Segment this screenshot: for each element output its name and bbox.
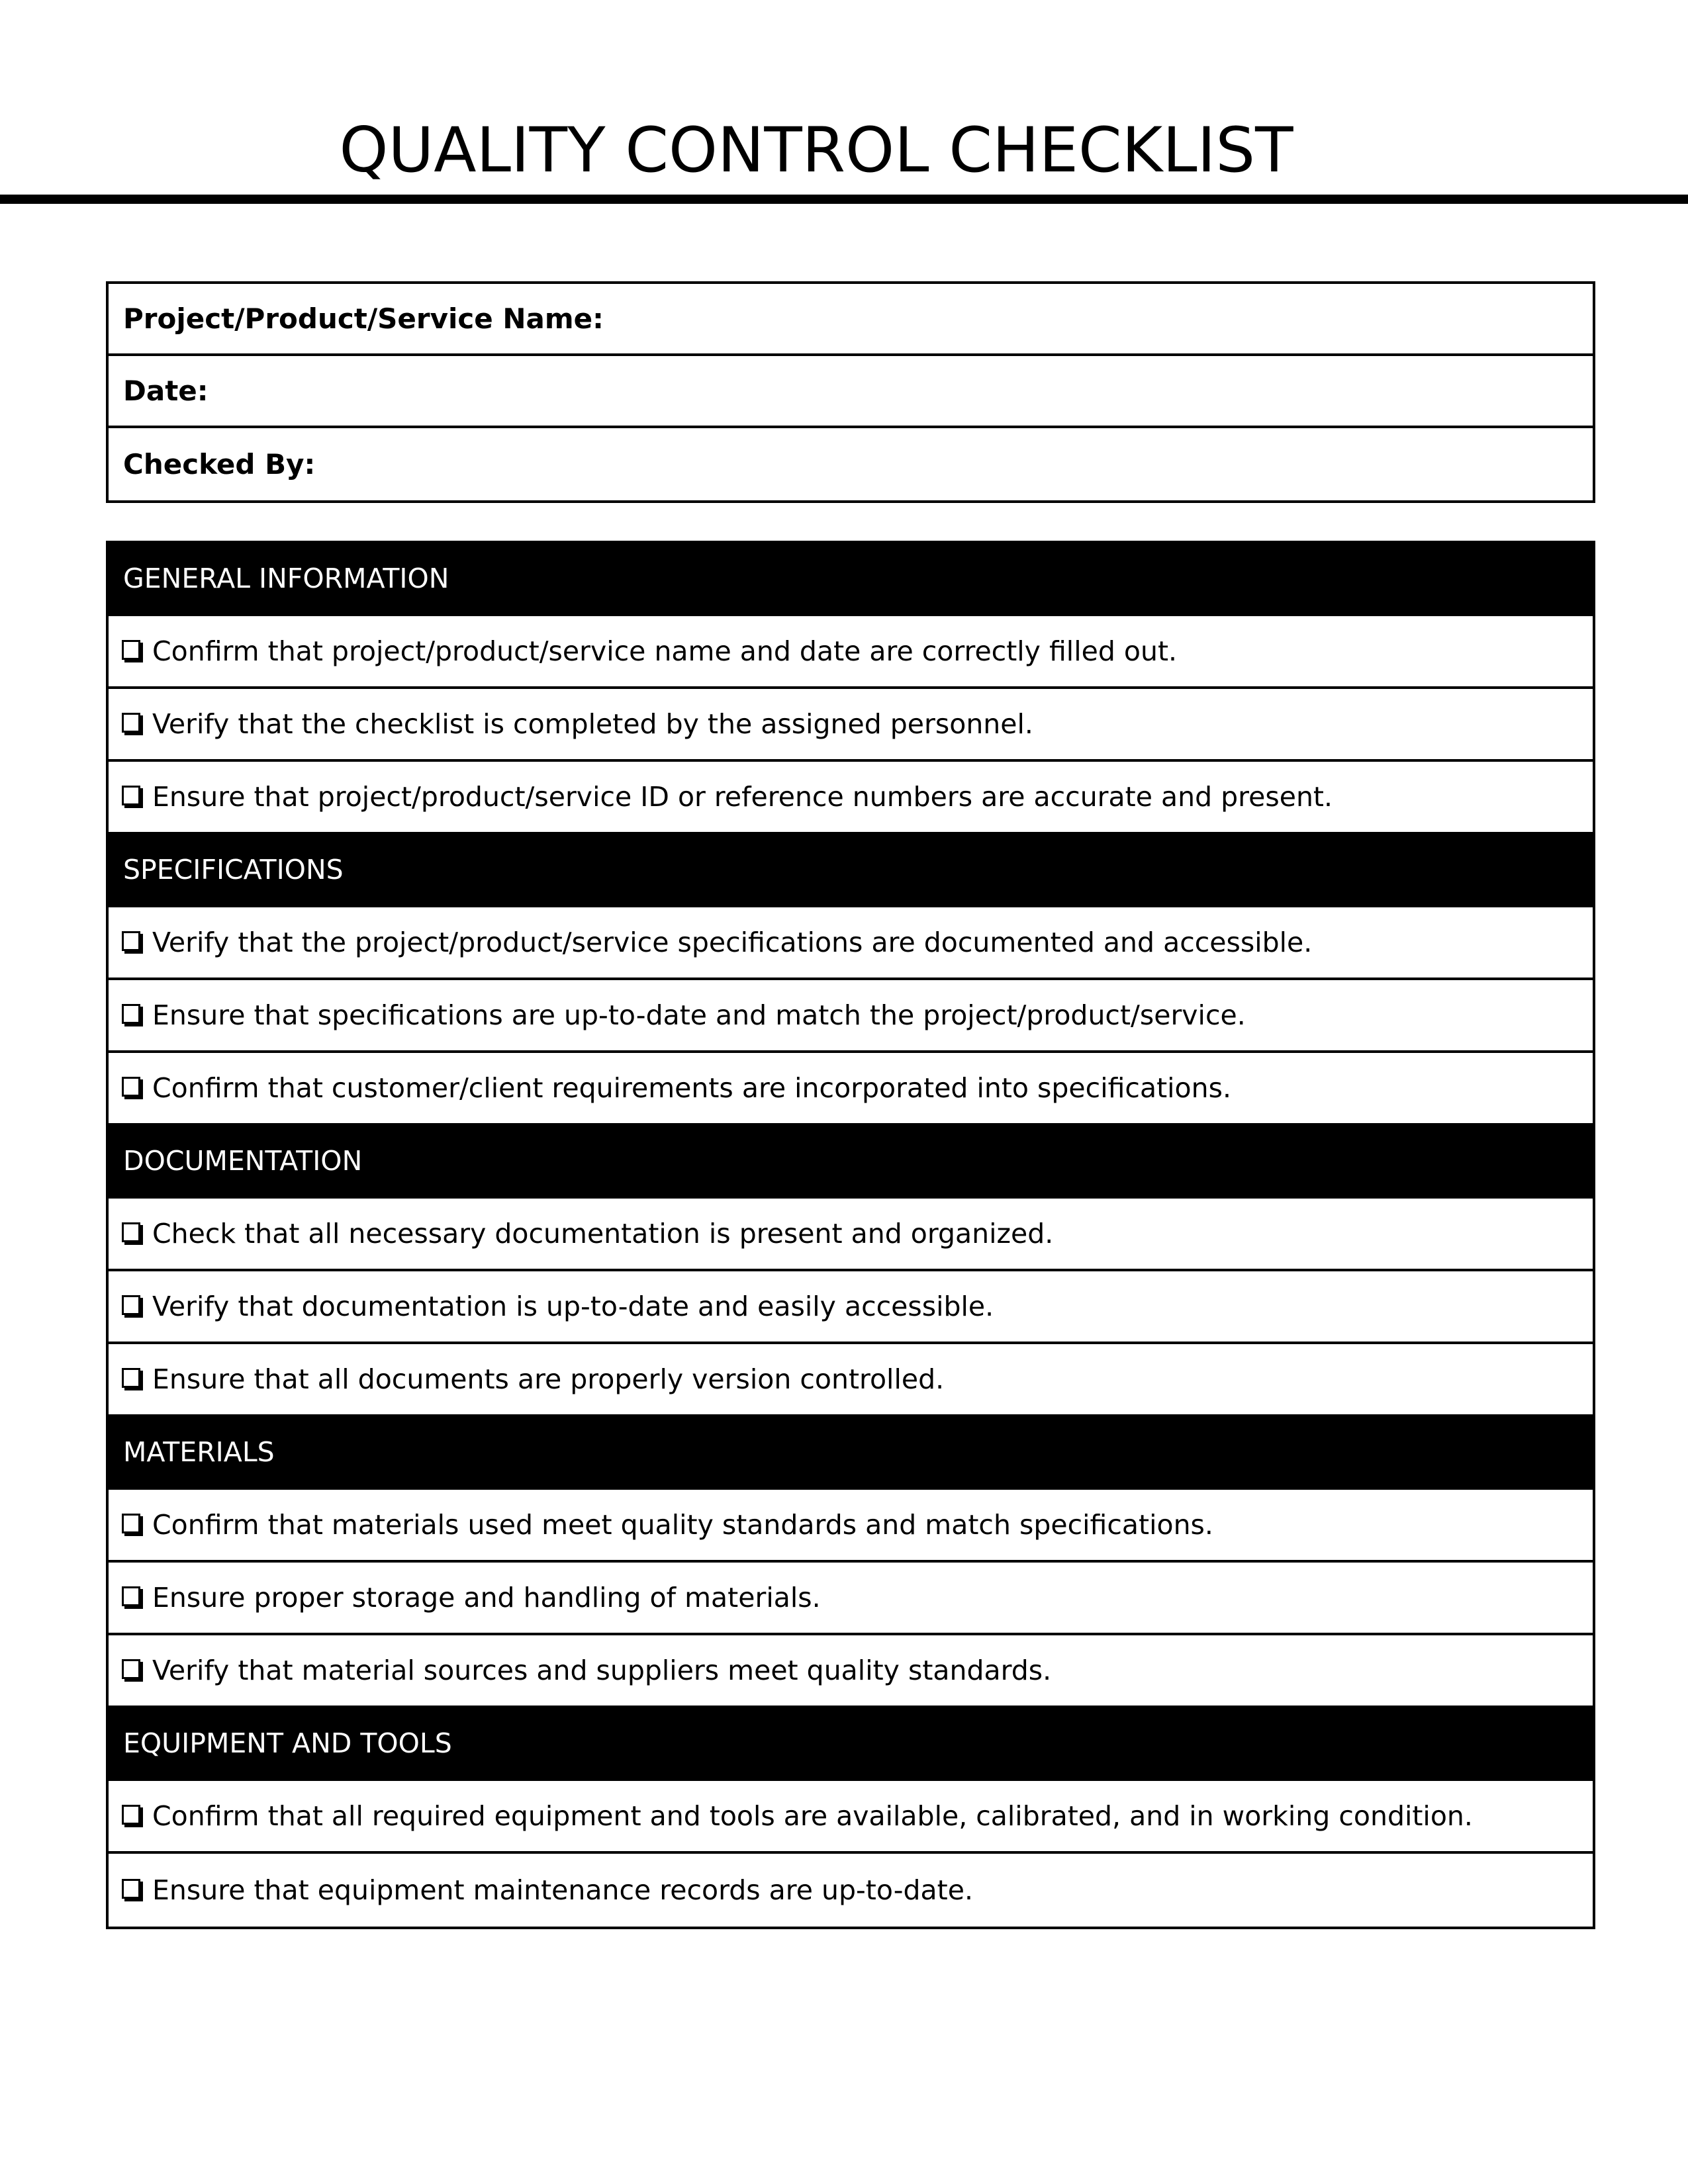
checkbox-icon[interactable] xyxy=(122,1659,140,1679)
checklist-item-text: Ensure that equipment maintenance records are up-to-date. xyxy=(152,1874,973,1906)
checkbox-icon[interactable] xyxy=(122,1295,140,1315)
checklist-table xyxy=(106,541,1595,1929)
section-equipment-and-tools xyxy=(109,1708,1593,1927)
checkbox-icon[interactable] xyxy=(122,1586,140,1606)
checkbox-icon[interactable] xyxy=(122,1514,140,1533)
section-header: GENERAL INFORMATION xyxy=(109,543,1593,616)
checklist-item[interactable] xyxy=(109,1053,1593,1126)
checklist-item[interactable] xyxy=(109,1635,1593,1708)
section-header: MATERIALS xyxy=(109,1417,1593,1490)
checkbox-icon[interactable] xyxy=(122,931,140,951)
section-materials xyxy=(109,1417,1593,1708)
checklist-item[interactable] xyxy=(109,1781,1593,1854)
checklist-item[interactable] xyxy=(109,1854,1593,1927)
checklist-item[interactable] xyxy=(109,1563,1593,1635)
info-row-date[interactable] xyxy=(109,356,1593,428)
checklist-item-text: Ensure that project/product/service ID or reference numbers are accurate and present. xyxy=(152,781,1333,813)
checklist-item[interactable] xyxy=(109,980,1593,1053)
title-divider xyxy=(0,195,1688,204)
info-label-checked-by: Checked By: xyxy=(123,448,316,480)
section-general-information xyxy=(109,543,1593,835)
checkbox-icon[interactable] xyxy=(122,1368,140,1388)
checklist-item-text: Ensure that specifications are up-to-date and match the project/product/service. xyxy=(152,999,1246,1031)
checklist-item-text: Verify that the project/product/service specifications are documented and accessible. xyxy=(152,927,1313,958)
checklist-item-text: Check that all necessary documentation is present and organized. xyxy=(152,1218,1054,1250)
checkbox-icon[interactable] xyxy=(122,1879,140,1899)
checkbox-icon[interactable] xyxy=(122,1222,140,1242)
checklist-item[interactable] xyxy=(109,1344,1593,1417)
checkbox-icon[interactable] xyxy=(122,713,140,733)
section-specifications xyxy=(109,835,1593,1126)
checklist-item[interactable] xyxy=(109,1271,1593,1344)
checklist-item[interactable] xyxy=(109,907,1593,980)
info-label-project-name: Project/Product/Service Name: xyxy=(123,302,604,335)
checkbox-icon[interactable] xyxy=(122,1077,140,1097)
checklist-item-text: Ensure proper storage and handling of materials. xyxy=(152,1582,821,1614)
section-header: SPECIFICATIONS xyxy=(109,835,1593,907)
checklist-item-text: Confirm that project/product/service name and date are correctly filled out. xyxy=(152,635,1178,667)
checkbox-icon[interactable] xyxy=(122,640,140,660)
checkbox-icon[interactable] xyxy=(122,1805,140,1825)
checklist-item[interactable] xyxy=(109,1199,1593,1271)
checklist-item-text: Verify that documentation is up-to-date and easily accessible. xyxy=(152,1291,994,1322)
checklist-item-text: Verify that material sources and suppliers meet quality standards. xyxy=(152,1655,1052,1686)
info-label-date: Date: xyxy=(123,375,209,407)
checklist-item-text: Ensure that all documents are properly version controlled. xyxy=(152,1363,945,1395)
checkbox-icon[interactable] xyxy=(122,1004,140,1024)
page-title: QUALITY CONTROL CHECKLIST xyxy=(339,114,1293,187)
checklist-item[interactable] xyxy=(109,689,1593,762)
info-row-project-name[interactable] xyxy=(109,284,1593,356)
checkbox-icon[interactable] xyxy=(122,786,140,805)
checklist-item[interactable] xyxy=(109,616,1593,689)
checklist-item-text: Confirm that customer/client requirements are incorporated into specifications. xyxy=(152,1072,1232,1104)
checklist-item[interactable] xyxy=(109,762,1593,835)
section-header: EQUIPMENT AND TOOLS xyxy=(109,1708,1593,1781)
checklist-item-text: Verify that the checklist is completed by the assigned personnel. xyxy=(152,708,1033,740)
section-documentation xyxy=(109,1126,1593,1417)
info-table xyxy=(106,281,1595,503)
checklist-item-text: Confirm that all required equipment and tools are available, calibrated, and in working condition. xyxy=(152,1800,1473,1832)
section-header: DOCUMENTATION xyxy=(109,1126,1593,1199)
checklist-item[interactable] xyxy=(109,1490,1593,1563)
checklist-item-text: Confirm that materials used meet quality standards and match specifications. xyxy=(152,1509,1213,1541)
info-row-checked-by[interactable] xyxy=(109,428,1593,500)
